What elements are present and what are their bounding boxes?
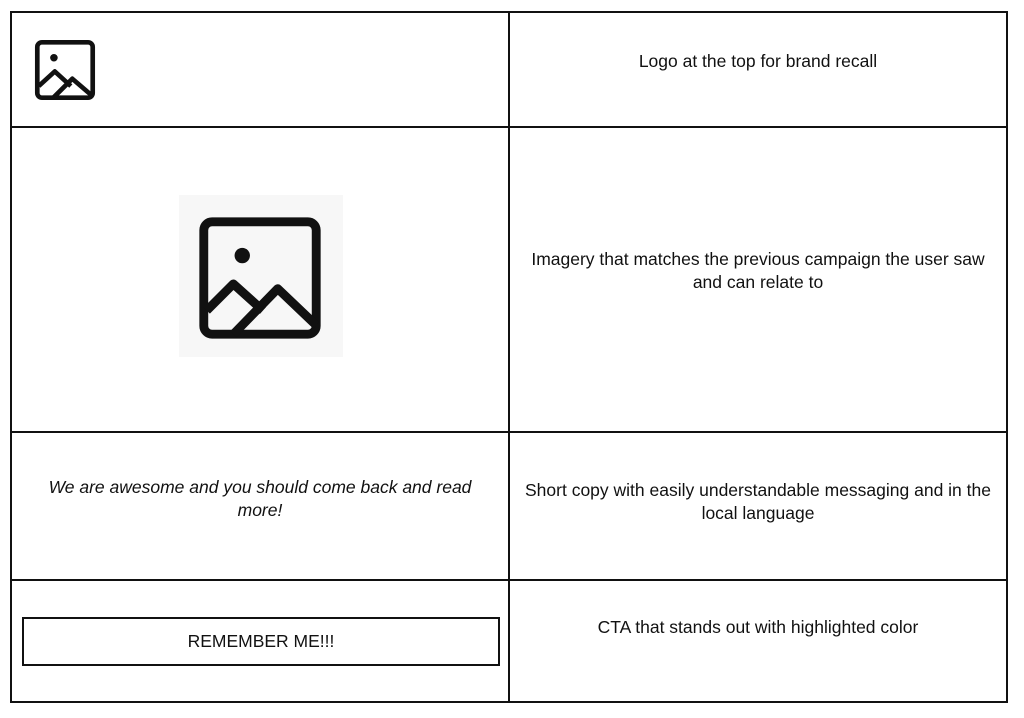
imagery-placeholder <box>179 195 343 357</box>
imagery-cell <box>12 128 510 433</box>
copy-description: Short copy with easily understandable messaging and in the local language <box>510 433 1006 581</box>
image-placeholder-icon <box>30 35 100 105</box>
cta-description: CTA that stands out with highlighted color <box>597 616 919 637</box>
logo-description: Logo at the top for brand recall <box>510 13 1006 128</box>
remember-me-button[interactable]: REMEMBER ME!!! <box>22 617 500 666</box>
image-placeholder-icon <box>189 207 331 349</box>
logo-cell <box>12 13 510 128</box>
copy-text: We are awesome and you should come back and read more! <box>12 433 510 581</box>
wireframe-table <box>10 11 1008 703</box>
imagery-description: Imagery that matches the previous campaign the user saw and can relate to <box>510 128 1006 433</box>
cta-cell <box>12 581 510 701</box>
